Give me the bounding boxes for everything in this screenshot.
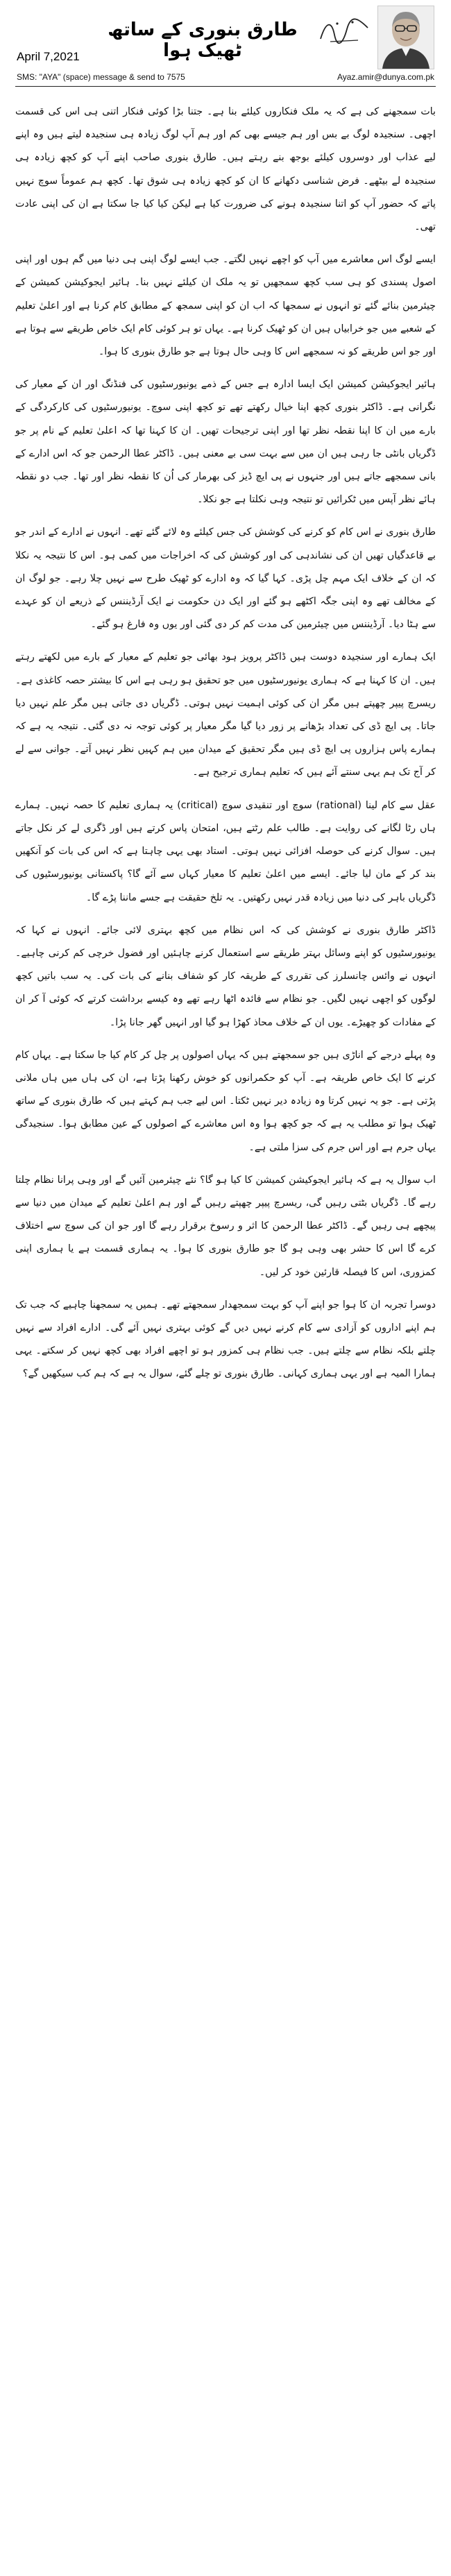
column-title: طارق بنوری کے ساتھ ٹھیک ہوا	[108, 19, 298, 61]
author-photo	[377, 6, 434, 69]
sms-line: SMS: "AYA" (space) message & send to 7575	[17, 72, 185, 82]
article-paragraph: عقل سے کام لینا (rational) سوچ اور تنقیدی سوچ (critical) یہ ہماری تعلیم کا حصہ نہیں۔ ہمارے ہاں رٹا لگانے کی روایت ہے۔ طالب علم رٹتے ہیں، امتحان پاس کرتے ہیں اور ڈگری لے کر نکل جاتے ہیں۔ سوال کرنے کی حوصلہ افزائی نہیں ہوتی۔ استاد بھی یہی چاہتا ہے کہ اس کی بات کو آنکھیں بند کر کے مان لیا جائے۔ ایسے میں اعلیٰ تعلیم کا معیار کہاں سے آئے گا؟ پاکستانی یونیورسٹیوں کی ڈگریاں باہر کی دنیا میں زیادہ قدر نہیں رکھتیں۔ یہ تلخ حقیقت ہے جسے ماننا پڑے گا۔	[15, 799, 436, 903]
article-paragraph: ایسے لوگ اس معاشرے میں آپ کو اچھے نہیں لگتے۔ جب ایسے لوگ اپنی ہی دنیا میں گم ہوں اور اپنی اصول پسندی کو ہی سب کچھ سمجھیں تو یہ ملک ان کیلئے نہیں بنا۔ ہائیر ایجوکیشن کمیشن کے چیئرمین بنائے گئے تو انہوں نے سمجھا کہ اب ان کو اپنی سمجھ کے مطابق کام کرنا ہے اور اعلیٰ تعلیم کے شعبے میں جو خرابیاں ہیں ان کو ٹھیک کرنا ہے۔ یہاں تو ہر کوئی کام ایک خاص طریقے سے ہوتا ہے اور جو اس طریقے کو نہ سمجھے اس کا وہی حال ہوتا ہے جو طارق بنوری کا ہوا۔	[15, 254, 436, 358]
author-email: Ayaz.amir@dunya.com.pk	[337, 72, 434, 82]
article-paragraph: طارق بنوری نے اس کام کو کرنے کی کوشش کی جس کیلئے وہ لائے گئے تھے۔ انہوں نے ادارے کے اندر جو بے قاعدگیاں تھیں ان کی نشاندہی کی اور کوشش کی کہ اخراجات میں کمی ہو۔ اس کا نتیجہ یہ نکلا کہ ان کے خلاف ایک مہم چل پڑی۔ کہا گیا کہ وہ ادارے کو ٹھیک طرح سے نہیں چلا رہے۔ جو لوگ ان کے مخالف تھے وہ اپنی جگہ اکٹھے ہو گئے اور ایک دن حکومت نے ایک آرڈیننس کے ذریعے ان کو عہدے سے ہٹا دیا۔ آرڈیننس میں چیئرمین کی مدت کم کر دی گئی اور یوں وہ فارغ ہو گئے۔	[15, 527, 436, 631]
article-body	[15, 87, 436, 1386]
article-paragraph: دوسرا تجربہ ان کا ہوا جو اپنے آپ کو بہت سمجھدار سمجھتے تھے۔ ہمیں یہ سمجھنا چاہیے کہ جب تک ہم اپنے اداروں کو آزادی سے کام کرنے نہیں دیں گے کوئی بہتری نہیں آئے گی۔ ادارے افراد سے نہیں چلتے بلکہ نظام سے چلتے ہیں۔ جب نظام ہی کمزور ہو تو اچھے افراد بھی کچھ نہیں کر سکتے۔ یہی ہمارا المیہ ہے اور یہی ہماری کہانی۔ طارق بنوری تو چلے گئے، سوال یہ ہے کہ ہم کب سیکھیں گے؟	[15, 1299, 436, 1380]
column-header	[15, 4, 436, 87]
article-paragraph: وہ پہلے درجے کے اناڑی ہیں جو سمجھتے ہیں کہ یہاں اصولوں پر چل کر کام کیا جا سکتا ہے۔ یہاں کام کرنے کا ایک خاص طریقہ ہے۔ آپ کو حکمرانوں کو خوش رکھنا پڑتا ہے، ان کی ہاں میں ہاں ملانی پڑتی ہے۔ جو یہ نہیں کرتا وہ زیادہ دیر نہیں ٹکتا۔ اس لیے جب ہم کہتے ہیں کہ طارق بنوری کے ساتھ ٹھیک ہوا تو مطلب یہ ہے کہ جو کچھ ہوا وہ اس معاشرے کے اصولوں کے عین مطابق ہوا۔ سنجیدگی یہاں جرم ہے اور اس جرم کی سزا ملتی ہے۔	[15, 1049, 436, 1153]
article-paragraph: ہائیر ایجوکیشن کمیشن ایک ایسا ادارہ ہے جس کے ذمے یونیورسٹیوں کی فنڈنگ اور ان کے معیار کی نگرانی ہے۔ ڈاکٹر بنوری کچھ اپنا خیال رکھتے تھے تو کچھ اپنی سوچ۔ یونیورسٹیوں کی کارکردگی کے بارے میں ان کا اپنا نقطہ نظر تھا اور اپنی ترجیحات تھیں۔ ان کا کہنا تھا کہ اعلیٰ تعلیم کے نام پر جو ڈگریاں بانٹی جا رہی ہیں ان میں سے بہت سی بے معنی ہیں۔ ڈاکٹر عطا الرحمن جو کہ اس ادارے کے بانی سمجھے جاتے ہیں اور جنہوں نے پی ایچ ڈیز کی بھرمار کی اُن کا نقطہ نظر اور تھا۔ جب دو نقطہ ہائے نظر آپس میں ٹکرائیں تو نتیجہ وہی نکلتا ہے جو نکلا۔	[15, 379, 436, 506]
article-paragraph: اب سوال یہ ہے کہ ہائیر ایجوکیشن کمیشن کا کیا ہو گا؟ نئے چیئرمین آئیں گے اور وہی پرانا نظام چلتا رہے گا۔ ڈگریاں بٹتی رہیں گی، ریسرچ پیپر چھپتے رہیں گے اور ہم اعلیٰ تعلیم کے میدان میں دنیا سے پیچھے ہی رہیں گے۔ ڈاکٹر عطا الرحمن کا اثر و رسوخ برقرار رہے گا اور جو ان کی سوچ سے اختلاف کرے گا اس کا حشر بھی وہی ہو گا جو طارق بنوری کا ہوا۔ یہ ہماری قسمت ہے یا ہماری اپنی کمزوری، اس کا فیصلہ قارئین خود کر لیں۔	[15, 1174, 436, 1278]
author-signature-icon	[316, 14, 372, 47]
article-paragraph: بات سمجھنے کی ہے کہ یہ ملک فنکاروں کیلئے بنا ہے۔ جتنا بڑا کوئی فنکار اتنی ہی اس کی قسمت اچھی۔ سنجیدہ لوگ بے بس اور ہم جیسے بھی کم اور ہم آپ لوگ زیادہ ہی سنجیدہ لیتے ہیں وہ اپنے لیے عذاب اور دوسروں کیلئے بوجھ بنے رہتے ہیں۔ طارق بنوری صاحب اپنے آپ کو کچھ زیادہ ہی سنجیدہ لے بیٹھے۔ فرض شناسی دکھانے کا ان کو کچھ زیادہ ہی شوق تھا۔ کچھ ہم عموماً سوچ نہیں پاتے کہ حضور آپ کو اتنا سنجیدہ ہونے کی ضرورت کیا ہے لیکن کیا کیا جا سکتا ہے ان کی اپنی عادت تھی۔	[15, 106, 436, 233]
article-paragraph: ایک ہمارے اور سنجیدہ دوست ہیں ڈاکٹر پرویز ہود بھائی جو تعلیم کے معیار کے بارے میں لکھتے رہتے ہیں۔ ان کا کہنا ہے کہ ہماری یونیورسٹیوں میں جو تحقیق ہو رہی ہے اس کا بیشتر حصہ کاغذی ہے۔ ریسرچ پیپر چھپتے ہیں مگر ان کی کوئی اہمیت نہیں ہوتی۔ ڈگریاں دی جاتی ہیں مگر علم نہیں دیا جاتا۔ پی ایچ ڈی کی تعداد بڑھانے پر زور دیا گیا مگر معیار پر کوئی توجہ نہ دی گئی۔ نتیجہ یہ ہے کہ ہمارے پاس ہزاروں پی ایچ ڈی ہیں مگر تحقیق کے میدان میں ہم کہیں نظر نہیں آتے۔ جوانی سے لے کر آج تک ہم یہی سنتے آئے ہیں کہ تعلیم ہماری ترجیح ہے۔	[15, 651, 436, 778]
column-date: April 7,2021	[17, 50, 80, 63]
article-paragraph: ڈاکٹر طارق بنوری نے کوشش کی کہ اس نظام میں کچھ بہتری لائی جائے۔ انہوں نے کہا کہ یونیورسٹیوں کو اپنے وسائل بہتر طریقے سے استعمال کرنے چاہئیں اور فضول خرچی کم کرنی چاہیے۔ انہوں نے وائس چانسلرز کی تقرری کے طریقہ کار کو شفاف بنانے کی بات کی۔ یہ سب باتیں کچھ لوگوں کو اچھی نہیں لگیں۔ جو نظام سے فائدہ اٹھا رہے تھے وہ کیسے برداشت کرتے کہ کوئی آ کر ان کے مفادات کو چھیڑے۔ یوں ان کے خلاف محاذ کھڑا ہو گیا اور انہیں گھر جانا پڑا۔	[15, 924, 436, 1028]
author-portrait-icon	[378, 6, 434, 69]
